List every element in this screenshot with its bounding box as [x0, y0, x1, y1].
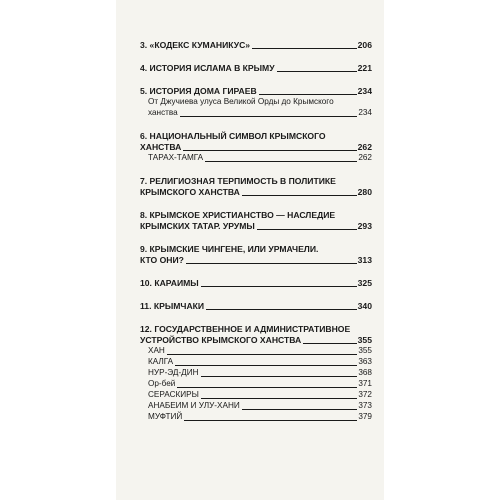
leader-line [242, 195, 357, 196]
toc-entry [140, 210, 372, 231]
toc-entry-title: 4. ИСТОРИЯ ИСЛАМА В КРЫМУ [140, 63, 275, 73]
page-number: 313 [357, 255, 372, 265]
toc-subentry-title: АНАБЕИМ И УЛУ-ХАНИ [148, 401, 240, 410]
leader-line [252, 48, 357, 49]
page-number: 368 [358, 368, 372, 377]
toc-subentry-row [140, 401, 372, 411]
toc-entry [140, 301, 372, 311]
toc-entry-row [140, 278, 372, 288]
toc-subentry-row [140, 368, 372, 378]
toc-entry-title: УСТРОЙСТВО КРЫМСКОГО ХАНСТВА [140, 335, 302, 345]
page-number: 340 [357, 301, 372, 311]
toc-entry-title-line: 7. РЕЛИГИОЗНАЯ ТЕРПИМОСТЬ В ПОЛИТИКЕ [140, 176, 336, 186]
toc-entry-row [140, 142, 372, 152]
toc-entry-title-line: 9. КРЫМСКИЕ ЧИНГЕНЕ, ИЛИ УРМАЧЕЛИ. [140, 244, 319, 254]
toc-subentry-line: От Джучиева улуса Великой Орды до Крымского [148, 97, 334, 106]
toc-subentry-row [140, 108, 372, 118]
toc-entry-title-line: 8. КРЫМСКОЕ ХРИСТИАНСТВО — НАСЛЕДИЕ [140, 210, 336, 220]
toc-subentry [140, 346, 372, 356]
leader-line [205, 161, 357, 162]
page-number: 355 [357, 335, 372, 345]
leader-line [201, 398, 357, 399]
toc-entry [140, 324, 372, 422]
page-number: 373 [358, 401, 372, 410]
toc-subentry [140, 401, 372, 411]
page-number: 262 [357, 142, 372, 152]
leader-line [206, 309, 357, 310]
toc-subentry-title: ТАРАХ-ТАМГА [148, 153, 204, 162]
leader-line [186, 263, 357, 264]
page-number: 372 [358, 390, 372, 399]
leader-line [277, 71, 357, 72]
leader-line [167, 354, 357, 355]
toc-entry-row [140, 63, 372, 73]
leader-line [177, 387, 357, 388]
toc-entry [140, 244, 372, 265]
toc-subentry-row [140, 153, 372, 163]
page-number: 363 [358, 357, 372, 366]
leader-line [201, 376, 358, 377]
toc-entry-row [140, 255, 372, 265]
toc-entry-row [140, 187, 372, 197]
toc-subentry [140, 97, 372, 118]
toc-entry-title: 11. КРЫМЧАКИ [140, 301, 205, 311]
page-number: 234 [357, 86, 372, 96]
toc-entry-title: 5. ИСТОРИЯ ДОМА ГИРАЕВ [140, 86, 257, 96]
toc-subentry-title: НУР-ЭД-ДИН [148, 368, 199, 377]
page-number: 355 [358, 346, 372, 355]
toc-subentry [140, 153, 372, 163]
page-number: 371 [358, 379, 372, 388]
leader-line [259, 94, 357, 95]
toc-entry [140, 63, 372, 73]
leader-line [257, 229, 357, 230]
toc-subentry-row [140, 346, 372, 356]
toc-entry-row [140, 40, 372, 50]
toc-subentry-row [140, 357, 372, 367]
toc-subentry-row [140, 379, 372, 389]
toc-subentry [140, 379, 372, 389]
toc-entry-title: ХАНСТВА [140, 142, 182, 152]
leader-line [180, 116, 358, 117]
toc-entry [140, 86, 372, 118]
leader-line [183, 150, 356, 151]
toc-entry-title: 10. КАРАИМЫ [140, 278, 199, 288]
table-of-contents [140, 40, 372, 435]
toc-entry-title: 3. «КОДЕКС КУМАНИКУС» [140, 40, 251, 50]
toc-entry-row [140, 335, 372, 345]
toc-subentry [140, 368, 372, 378]
toc-entry-title: КРЫМСКИХ ТАТАР. УРУМЫ [140, 221, 255, 231]
toc-entry [140, 278, 372, 288]
leader-line [242, 409, 358, 410]
leader-line [201, 286, 357, 287]
toc-subentry-title: Ор-бей [148, 379, 176, 388]
toc-subentry [140, 412, 372, 422]
leader-line [175, 365, 357, 366]
page-number: 280 [357, 187, 372, 197]
toc-entry [140, 40, 372, 50]
toc-subentry-row [140, 390, 372, 400]
page-number: 293 [357, 221, 372, 231]
leader-line [184, 420, 357, 421]
toc-subentry-title: ХАН [148, 346, 165, 355]
toc-subentry [140, 357, 372, 367]
toc-subentry-row [140, 412, 372, 422]
page-number: 234 [358, 108, 372, 117]
page-number: 379 [358, 412, 372, 421]
page-number: 206 [357, 40, 372, 50]
toc-entry-row [140, 221, 372, 231]
toc-entry [140, 131, 372, 163]
toc-subentry-title: МУФТИЙ [148, 412, 183, 421]
leader-line [303, 343, 356, 344]
toc-subentry [140, 390, 372, 400]
toc-entry-title: КТО ОНИ? [140, 255, 184, 265]
page-number: 325 [357, 278, 372, 288]
toc-entry-title-line: 12. ГОСУДАРСТВЕННОЕ И АДМИНИСТРАТИВНОЕ [140, 324, 351, 334]
toc-entry-title: КРЫМСКОГО ХАНСТВА [140, 187, 240, 197]
toc-entry [140, 176, 372, 197]
toc-entry-title-line: 6. НАЦИОНАЛЬНЫЙ СИМВОЛ КРЫМСКОГО [140, 131, 326, 141]
toc-subentry-title: СЕРАСКИРЫ [148, 390, 199, 399]
toc-subentry-title: КАЛГА [148, 357, 174, 366]
page-number: 221 [357, 63, 372, 73]
toc-entry-row [140, 86, 372, 96]
toc-entry-row [140, 301, 372, 311]
toc-subentry-title: ханства [148, 108, 178, 117]
page-number: 262 [358, 153, 372, 162]
